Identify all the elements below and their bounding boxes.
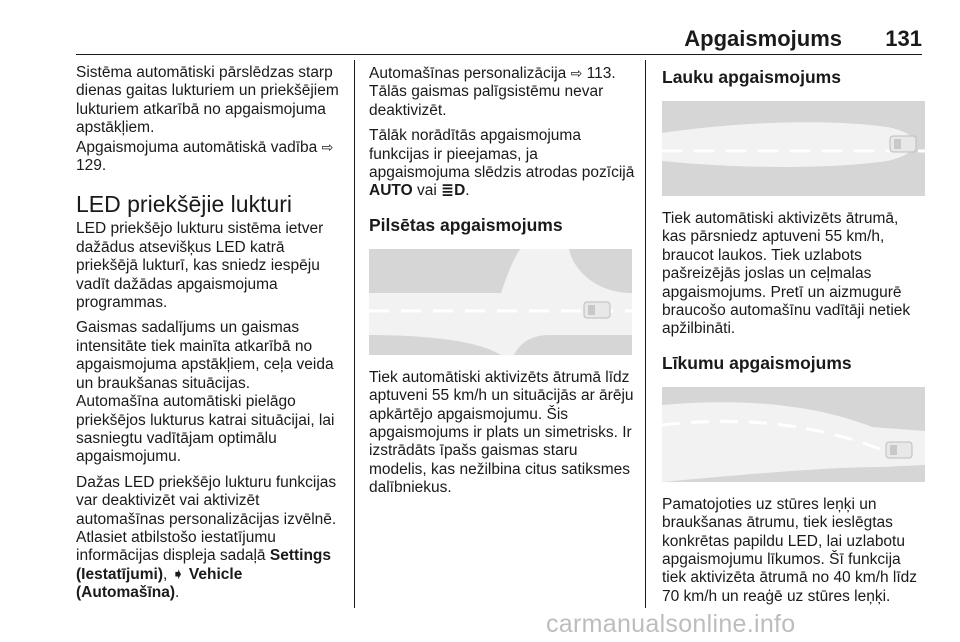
- punctuation: ,: [162, 565, 168, 583]
- paragraph: Automašīna automātiski pielāgo priekšējos lukturus katrai situācijai, lai sasniegtu vadītājam optimālu apgaismojumu.: [76, 393, 335, 466]
- cornering-lighting-illustration: [662, 387, 925, 482]
- page-reference-link[interactable]: 129.: [76, 157, 107, 175]
- punctuation: .: [175, 584, 180, 602]
- car-icon: [886, 442, 912, 458]
- paragraph-text: Apgaismojuma automātiskā vadība: [76, 138, 318, 156]
- page-number: 131: [885, 26, 922, 51]
- section-heading: Lauku apgaismojums: [662, 67, 841, 87]
- country-lighting-illustration: [662, 101, 925, 196]
- car-icon: [890, 136, 916, 152]
- paragraph: Tiek automātiski aktivizēts ātrumā līdz aptuveni 55 km/h un situācijās ar ārēju apkārtējo apgaismojumu. Šis apgaismojums ir plats un simetrisks. Ir izstrādāts īpašs gaismas staru modelis, kas nežilbina citus satiksmes dalībniekus.: [369, 368, 634, 497]
- column-2: [369, 64, 637, 505]
- paragraph: [369, 64, 637, 83]
- header-rule: [76, 54, 922, 55]
- paragraph: [76, 474, 346, 603]
- page-reference-link[interactable]: 113.: [586, 65, 616, 82]
- paragraph: [369, 127, 637, 201]
- paragraph: [76, 138, 346, 176]
- light-beam: [662, 122, 914, 167]
- paragraph: Tālās gaismas palīgsistēmu nevar deaktivizēt.: [369, 83, 604, 119]
- section-heading: Pilsētas apgaismojums: [369, 214, 563, 235]
- section-heading: LED priekšējie lukturi: [76, 191, 293, 218]
- column-3: [662, 64, 924, 613]
- low-beam-icon: ≣D: [441, 182, 466, 200]
- city-lighting-illustration: [369, 249, 632, 355]
- paragraph-text: Automašīnas personalizācija: [369, 65, 567, 82]
- column-divider-2: [645, 60, 646, 608]
- paragraph-text: Dažas LED priekšējo lukturu funkcijas var deaktivizēt vai aktivizēt automašīnas personalizācijas izvēlnē. Atlasiet atbilstošo iestatījumu informācijas displeja sadaļā: [76, 473, 337, 565]
- paragraph-text: vai: [416, 182, 437, 200]
- column-divider-1: [354, 60, 355, 608]
- punctuation: .: [465, 182, 470, 200]
- reference-arrow-icon: ⇨: [321, 138, 334, 155]
- menu-term-settings: Settings (Iestatījumi): [76, 547, 332, 583]
- section-title: Apgaismojums: [684, 26, 842, 51]
- watermark: carmanualsonline.info: [546, 610, 796, 638]
- vehicle-menu-icon: ➧: [171, 565, 185, 583]
- section-heading: Līkumu apgaismojums: [662, 352, 852, 373]
- paragraph: Tiek automātiski aktivizēts ātrumā, kas pārsniedz aptuveni 55 km/h, braucot laukos. Tiek uzlabots pašreizējās joslas un ceļmalas apgaismojums. Pretī un aizmugurē braucošo automašīnu vadītāji netiek apžilbināti.: [662, 210, 911, 338]
- paragraph: LED priekšējo lukturu sistēma ietver dažādus atsevišķus LED katrā priekšējā lukturī, kas sniedz iespēju vadīt dažādas apgaismojuma programmas.: [76, 220, 324, 312]
- menu-term-vehicle: Vehicle (Automašīna): [76, 565, 243, 602]
- paragraph: Pamatojoties uz stūres leņķi un braukšanas ātrumu, tiek ieslēgtas konkrētas papildu LED, lai uzlabotu apgaismojumu līkumos. Šī funkcija tiek aktivizēta ātrumā no 40 km/h līdz 70 km/h un reaģē uz stūres leņķi.: [662, 495, 918, 605]
- car-icon: [584, 302, 610, 318]
- reference-arrow-icon: ⇨: [570, 65, 583, 81]
- column-1: [76, 64, 346, 610]
- switch-position-auto: AUTO: [369, 182, 413, 200]
- paragraph-text: Tālāk norādītās apgaismojuma funkcijas ir pieejamas, ja apgaismojuma slēdzis atrodas pozīcijā: [369, 127, 635, 182]
- paragraph: Gaismas sadalījums un gaismas intensitāte tiek mainīta atkarībā no apgaismojuma apstākļiem, ceļa veida un braukšanas situācijas.: [76, 319, 334, 392]
- paragraph: Sistēma automātiski pārslēdzas starp dienas gaitas lukturiem un priekšējiem lukturiem atkarībā no apgaismojuma apstākļiem.: [76, 64, 339, 137]
